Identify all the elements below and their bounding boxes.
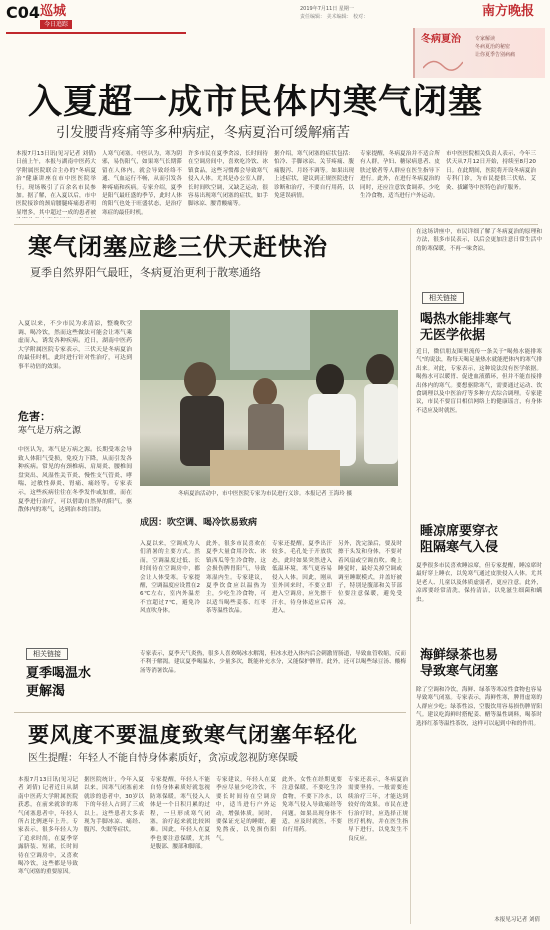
mat-title-2: 阻隔寒气入侵 <box>420 540 499 555</box>
section-name: 巡城 <box>40 4 67 19</box>
lead-subhead: 引发腰背疼痛等多种病症，冬病夏治可缓解痛苦 <box>56 125 350 141</box>
winter-summer-banner <box>413 28 545 78</box>
summer-tip-title-2: 更解渴 <box>26 684 66 699</box>
lead-col-5: 专家提醒，冬病夏治并不适合所有人群，孕妇、糖尿病患者、皮肤过敏者等人群应在医生指导下进行。此外，在进行冬病夏治的同时，还应注意饮食调养，少吃生冷食物，适当进行户外运动。 <box>360 151 440 200</box>
third-col-5: 此外，女性在经期更要注意保暖，不要吃生冷食物，不要下冷水，以免寒气侵入导致痛经等问题。如果出现身体不适，应及时就医，不要自行用药。 <box>282 777 342 834</box>
third-col-3: 专家提醒，年轻人不能自恃身体素质好就忽视防寒保暖。寒气侵入人体是一个日积月累的过程，一旦形成寒气闭塞，治疗起来就比较困难。因此，年轻人在夏季也要注意保暖，尤其是腹部、腰部和脚部。 <box>150 777 210 851</box>
third-col-2: 据医院统计，今年入夏以来，因寒气闭塞前来就诊的患者中，30岁以下的年轻人占到了三成以上。这些患者大多表现为手脚冰凉、痛经、腹泻、失眠等症状。 <box>84 777 144 834</box>
cause-body <box>140 540 404 648</box>
third-col-1: 本报7月13日讯(见习记者 刘倩) 记者近日从湖南中医药大学附属医院获悉，在前来就诊的寒气闭塞患者中，年轻人所占比例逐年上升。专家表示，很多年轻人为了追求时尚，在夏季穿露脐装、短裙，长时间待在空调房中，又喜欢喝冷饮，这些都是导致寒气闭塞的重要原因。 <box>18 777 78 876</box>
right-column-divider <box>410 228 411 924</box>
hot-water-title-1: 喝热水能排寒气 <box>420 312 512 327</box>
hot-water-body: 近日，微信朋友圈里流传一条关于"喝热水能排寒气"的说法，称每天喝足量热水就能把体内的寒气排出来。对此，专家表示，这种说法没有医学依据。喝热水可以暖胃、促进血液循环，但并不能直接排出体内的寒气。要想驱除寒气，需要通过运动、饮食调理以及中医治疗等多种方式综合调理。专家建议，市民不要盲目相信网络上的健康谣言，有身体不适应及时就医。 <box>416 349 542 414</box>
lead-body <box>14 150 538 218</box>
newspaper-logo: 南方晚报 <box>482 4 535 19</box>
seafood-title-1: 海鲜绿茶也易 <box>420 648 499 663</box>
subsection-name: 今日追踪 <box>40 20 72 29</box>
cause-col-3: 专家还提醒，夏季出汗较多，毛孔处于开放状态，此时如果突然进入低温环境，寒气更容易侵入人体。因此，刚从室外回来时，不要立即进入空调房，应先擦干汗水，待身体适应后再进入。 <box>272 541 332 615</box>
second-headline: 寒气闭塞应趁三伏天赶快治 <box>28 233 328 261</box>
second-intro: 入夏以来，不少市民为求清凉，整晚吹空调、喝冷饮，然而这些做法可能会让寒气乘虚而入，诱发各种疾病。近日，湖南中医药大学附属医院专家表示，三伏天是冬病夏治的最佳时机，此时进行针对性治疗，可达到事半功倍的效果。 <box>18 321 132 370</box>
right-column <box>416 228 544 928</box>
summer-tip-body: 专家表示，夏季天气炎热，很多人喜欢喝冰水解渴，但冰水进入体内后会刺激胃肠道，导致血管收缩，反而不利于解渴。建议夏季喝温水，少量多次，既能补充水分，又能保护脾胃。此外，还可以喝些绿豆汤、酸梅汤等消暑饮品。 <box>140 651 406 674</box>
danger-title: 危害： <box>18 410 51 423</box>
masthead-rule <box>6 32 186 34</box>
banner-sub-1: 专家解读 <box>475 36 496 42</box>
third-col-6: 专家还表示，冬病夏治需要坚持，一般需要连续治疗三年，才能达到较好的效果。市民在进行治疗时，应选择正规医疗机构，并在医生指导下进行，以免发生不良反应。 <box>348 777 408 842</box>
summer-tip-title-1: 夏季喝温水 <box>26 666 92 681</box>
third-subhead: 医生提醒：年轻人不能自恃身体素质好，贪凉或忽视防寒保暖 <box>28 753 298 764</box>
summer-tip-tag: 相关链接 <box>26 648 68 660</box>
cause-title: 成因：吹空调、喝冷饮易致病 <box>140 518 258 528</box>
clinic-photo-scene-icon <box>140 310 398 486</box>
third-col-4: 专家建议，年轻人在夏季应尽量少吃冷饮，不要长时间待在空调房中，适当进行户外运动，增强体质。同时，要保证充足的睡眠，避免熬夜，以免损伤阳气。 <box>216 777 276 842</box>
cause-col-1: 入夏以来，空调成为人们消暑的主要方式。然而，空调温度过低、长时间待在空调房中，都会让人体受寒。专家提醒，空调温度应设置在26℃左右，室内外温差不宜超过7℃，避免冷风直吹身体。 <box>140 541 200 615</box>
lead-col-2: 人寒气闭塞。中医认为，寒为阴邪，易伤阳气，如果寒气长期滞留在人体内，就会导致经络不通、气血运行不畅，从而引发各种疼痛和疾病。专家介绍，夏季是阳气最旺盛的季节，此时人体的阳气也处于旺盛状态，是治疗寒症的最佳时机。 <box>102 151 182 216</box>
banner-sub-3: 让你夏季告别病痛 <box>475 52 516 58</box>
right-footer-byline: 本报见习记者 刘倩 <box>494 917 540 923</box>
lead-headline: 入夏超一成市民体内寒气闭塞 <box>28 82 483 122</box>
third-divider <box>14 712 406 713</box>
page-number: C04 <box>6 3 41 22</box>
hot-water-title-2: 无医学依据 <box>420 328 486 343</box>
lead-col-6: 市中医医院相关负责人表示，今年三伏天从7月12日开始，持续至8月20日。在此期间，医院将开设冬病夏治专科门诊，为市民提供三伏贴、艾灸、拔罐等中医特色治疗服务。 <box>446 151 536 191</box>
banner-decoration-icon <box>423 54 463 72</box>
seafood-title-2: 导致寒气闭塞 <box>420 664 499 679</box>
date-line: 2019年7月11日 星期一 <box>300 6 354 12</box>
mat-title-1: 睡凉席要穿衣 <box>420 524 499 539</box>
summer-tip-box <box>16 648 136 708</box>
second-subhead: 夏季自然界阳气最旺，冬病夏治更利于散寒通络 <box>30 266 261 279</box>
cause-col-2: 此外，很多市民喜欢在夏季大量食用冷饮、冰镇西瓜等生冷食物，这会损伤脾胃阳气，导致寒湿内生。专家建议，夏季饮食应以温热为主，少吃生冷食物，可以适当喝些姜茶、红枣茶等温性饮品。 <box>206 541 266 615</box>
lead-col-4: 据介绍，寒气闭塞的症状包括：怕冷、手脚冰凉、关节疼痛、腹痛腹泻、月经不调等。如果出现上述症状，建议到正规医院进行诊断和治疗，不要自行用药，以免延误病情。 <box>274 151 354 200</box>
banner-title: 冬病夏治 <box>421 34 461 45</box>
cause-col-4: 另外，洗完澡后，要及时擦干头发和身体，不要对着风扇或空调直吹。晚上睡觉时，最好关掉空调或调至睡眠模式，并盖好被子，特别是腹部和关节部位要注意保暖，避免受凉。 <box>338 541 402 606</box>
lead-divider <box>14 224 538 225</box>
seafood-body: 除了空调和冷饮，海鲜、绿茶等寒凉性食物也容易导致寒气闭塞。专家表示，海鲜性寒，脾胃虚寒的人群应少吃；绿茶性凉，空腹饮用容易损伤脾胃阳气。建议吃海鲜时搭配姜、醋等温性调料，喝茶时选择红茶等温性茶饮，这样可以起到中和的作用。 <box>416 687 542 727</box>
third-body <box>18 776 408 922</box>
photo-caption: 冬病夏治活动中，市中医医院专家为市民进行义诊。本报记者 王海玲 摄 <box>178 491 352 497</box>
lead-col-3: 许多市民在夏季贪凉，长时间待在空调房间中，喜欢吃冷饮、冰镇食品，这些习惯都会导致寒气侵入人体。尤其是办公室人群，长时间吹空调，又缺乏运动，很容易出现寒气闭塞的症状，如手脚冰凉、腰背酸痛等。 <box>188 151 268 208</box>
banner-sub-2: 冬病夏治的秘密 <box>475 44 511 50</box>
right-link-tag: 相关链接 <box>422 292 464 304</box>
danger-body: 中医认为，寒气是万病之源。长期受寒会导致人体阳气受损，免疫力下降，从而引发各种疾病。常见的有颈椎病、肩周炎、腰椎间盘突出、风湿性关节炎、慢性支气管炎、哮喘、过敏性鼻炎、胃痛、痛经等。专家表示，这些疾病往往在冬季发作或加重，而在夏季进行治疗，可以借助自然界的阳气，驱散体内的寒气，达到治本的目的。 <box>18 447 132 514</box>
editor-line: 责任编辑： 美术编辑： 校对： <box>300 14 369 20</box>
third-headline: 要风度不要温度致寒气闭塞年轻化 <box>28 723 358 747</box>
mat-body: 夏季很多市民喜欢睡凉席，但专家提醒，睡凉席时最好穿上睡衣，以免寒气通过皮肤侵入人体。尤其是老人、儿童以及体质虚弱者，更应注意。此外，凉席要经常清洗，保持清洁，以免滋生细菌和螨虫。 <box>416 563 542 603</box>
danger-subtitle: 寒气是万病之源 <box>18 426 82 436</box>
right-intro: 在这场讲座中，市民详细了解了冬病夏治的原理和方法，很多市民表示，以后会更加注意日常生活中的防寒保暖，不再一味贪凉。 <box>416 229 542 252</box>
clinic-photo <box>140 310 398 486</box>
lead-col-1: 本报7月13日讯(见习记者 刘倩) 日前上午，本报与湖南中医药大学附属医院联合主办的"冬病夏治"健康讲座在市中医医院举行。现场吸引了百余名市民参加。据了解，在入夏以后，市中医院接诊的颈肩腰腿疼痛患者明显增多，其中超过一成的患者被 <box>16 151 96 216</box>
